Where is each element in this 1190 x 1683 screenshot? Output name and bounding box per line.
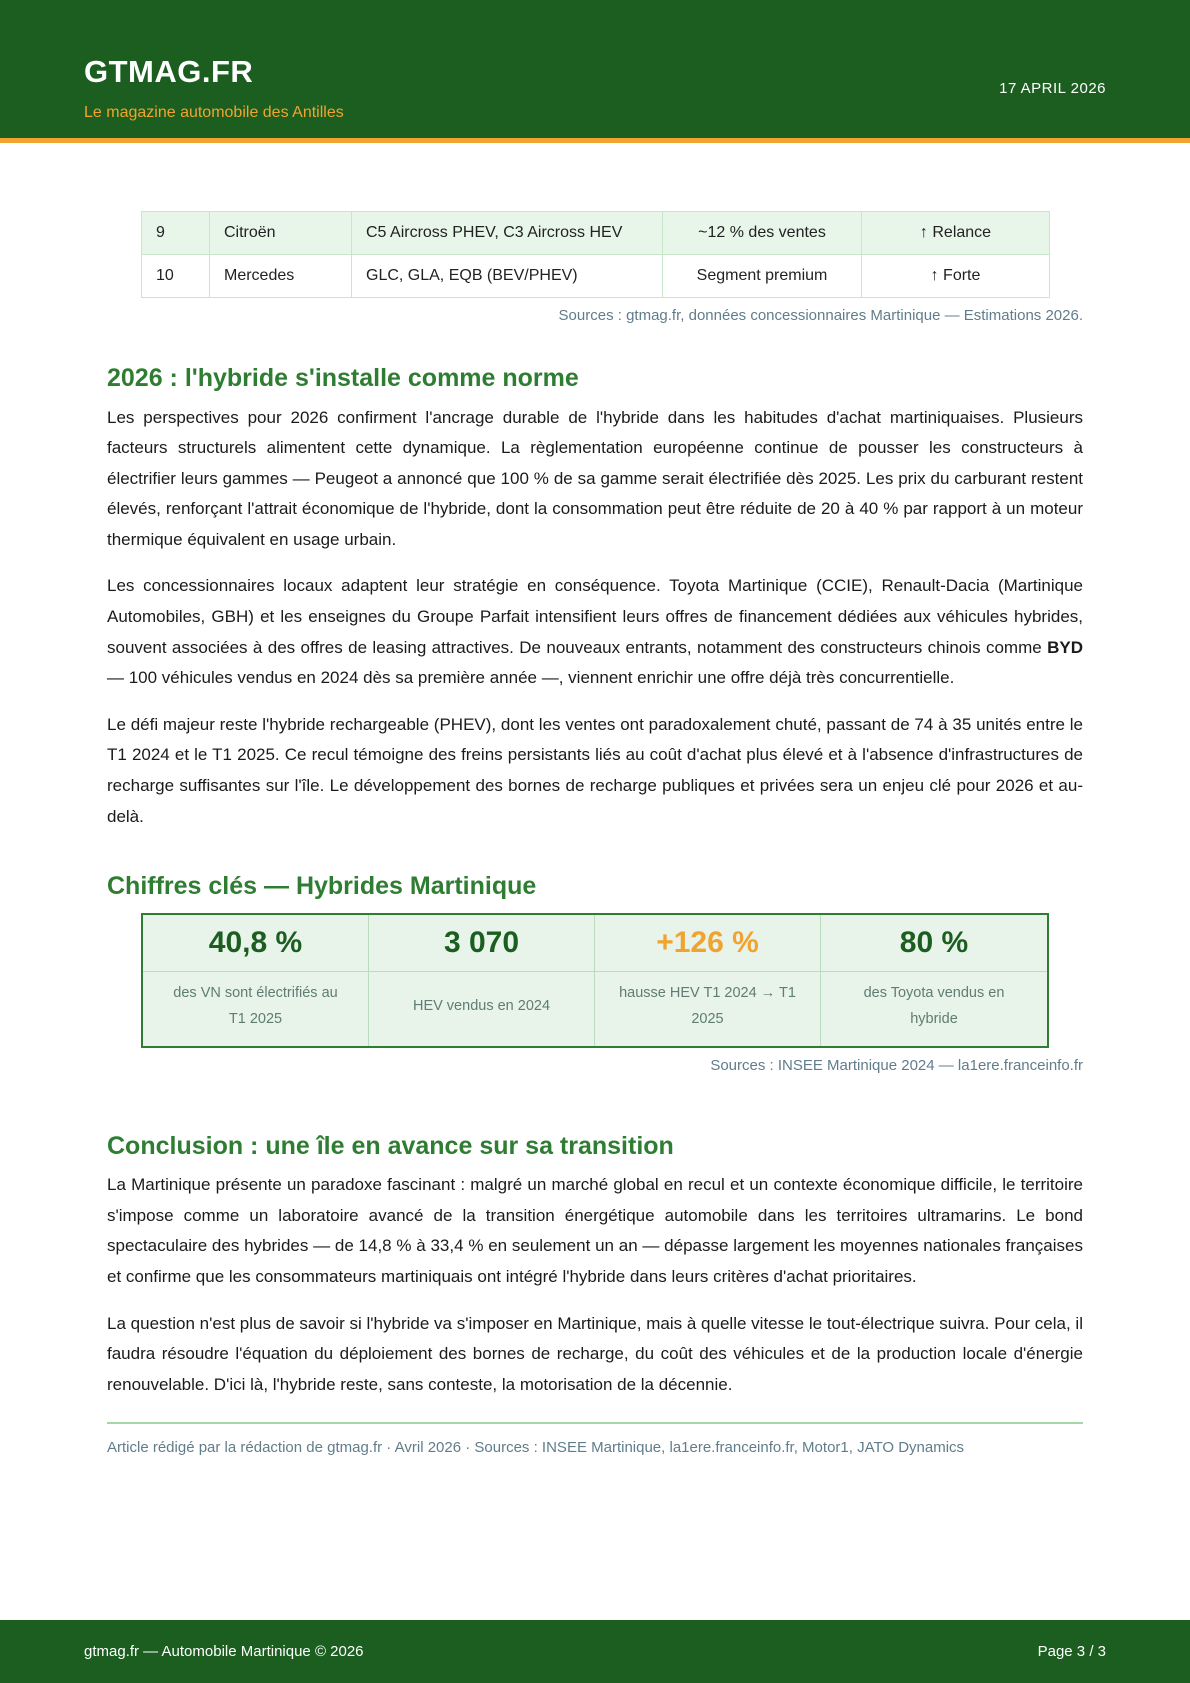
brand-cell: Citroën <box>210 212 352 255</box>
stat-card <box>143 915 369 1046</box>
paragraph-text: Les concessionnaires locaux adaptent leur stratégie en conséquence. Toyota Martinique (CCIE), Renault-Dacia (Martinique Automobiles, GBH) et les enseignes du Groupe Parfait intensifient leurs offres de financement dédiées aux véhicules hybrides, souvent associées à des offres de leasing attractives. De nouveaux entrants, notamment des constructeurs chinois comme <box>107 576 1083 657</box>
table-row <box>142 255 1050 298</box>
trend-cell: ↑ Relance <box>862 212 1050 255</box>
article-credits: Article rédigé par la rédaction de gtmag.fr · Avril 2026 · Sources : INSEE Martinique, la1ere.franceinfo.fr, Motor1, JATO Dynamics <box>107 1439 965 1457</box>
brand-title: GTMAG.FR <box>84 54 254 89</box>
table-source-caption: Sources : gtmag.fr, données concessionnaires Martinique — Estimations 2026. <box>558 307 1083 324</box>
section-title-key-figures: Chiffres clés — Hybrides Martinique <box>107 872 537 901</box>
paragraph: La question n'est plus de savoir si l'hybride va s'imposer en Martinique, mais à quelle vitesse le tout-électrique suivra. Pour cela, il faudra résoudre l'équation du déploiement des bornes de recharge, du coût des véhicules et de la production locale d'énergie renouvelable. D'ici là, l'hybride reste, sans conteste, la motorisation de la décennie. <box>107 1313 1083 1394</box>
stat-value-highlight: +126 % <box>595 915 820 972</box>
stat-card <box>595 915 821 1046</box>
share-cell: ~12 % des ventes <box>663 212 862 255</box>
masthead <box>0 0 1190 143</box>
ranking-table <box>141 211 1050 298</box>
stat-card <box>369 915 595 1046</box>
footer-site-label: gtmag.fr — Automobile Martinique © 2026 <box>84 1643 364 1660</box>
ranking-table-section <box>141 211 1049 298</box>
brand-tagline: Le magazine automobile des Antilles <box>84 104 344 121</box>
stat-card <box>821 915 1047 1046</box>
stat-label: des Toyota vendus en hybride <box>863 985 1005 1027</box>
stat-label: hausse HEV T1 2024 → T1 2025 <box>619 985 796 1027</box>
share-cell: Segment premium <box>663 255 862 298</box>
issue-date: 17 APRIL 2026 <box>999 80 1106 97</box>
table-row <box>142 212 1050 255</box>
section-title-conclusion: Conclusion : une île en avance sur sa transition <box>107 1131 674 1160</box>
stats-source-caption: Sources : INSEE Martinique 2024 — la1ere.franceinfo.fr <box>710 1056 1083 1074</box>
stat-label: des VN sont électrifiés au T1 2025 <box>173 985 338 1027</box>
footer-page-number: Page 3 / 3 <box>1037 1643 1106 1660</box>
stat-label: HEV vendus en 2024 <box>412 998 551 1015</box>
stat-value: 40,8 % <box>143 915 368 972</box>
paragraph: Les perspectives pour 2026 confirment l'ancrage durable de l'hybride dans les habitudes d'achat martiniquaises. Plusieurs facteurs structurels alimentent cette dynamique. La règlementation européenne continue de pousser les constructeurs à électrifier leurs gammes — Peugeot a annoncé que 100 % de sa gamme serait électrifiée dès 2025. Les prix du carburant restent élevés, renforçant l'attrait économique de l'hybride, dont la consommation peut être réduite de 20 à 40 % par rapport à un moteur thermique équivalent en usage urbain. <box>107 407 1083 549</box>
paragraph: La Martinique présente un paradoxe fascinant : malgré un marché global en recul et un contexte économique difficile, le territoire s'impose comme un laboratoire avancé de la transition énergétique automobile dans les territoires ultramarins. Le bond spectaculaire des hybrides — de 14,8 % à 33,4 % en seulement un an — dépasse largement les moyennes nationales françaises et confirme que les consommateurs martiniquais ont intégré l'hybride dans leurs critères d'achat prioritaires. <box>107 1175 1083 1286</box>
article-body <box>107 298 1083 907</box>
trend-cell: ↑ Forte <box>862 255 1050 298</box>
masthead-left <box>84 54 344 122</box>
stat-value: 3 070 <box>369 915 594 972</box>
paragraph <box>107 571 1083 693</box>
bold-term: BYD <box>1047 637 1083 657</box>
rank-cell: 10 <box>142 255 210 298</box>
models-cell: GLC, GLA, EQB (BEV/PHEV) <box>352 255 663 298</box>
section-title-2026: 2026 : l'hybride s'installe comme norme <box>107 364 579 392</box>
models-cell: C5 Aircross PHEV, C3 Aircross HEV <box>352 212 663 255</box>
rank-cell: 9 <box>142 212 210 255</box>
key-figures-box <box>141 913 1049 1048</box>
brand-cell: Mercedes <box>210 255 352 298</box>
paragraph: Le défi majeur reste l'hybride rechargeable (PHEV), dont les ventes ont paradoxalement chuté, passant de 74 à 35 unités entre le T1 2024 et le T1 2025. Ce recul témoigne des freins persistants liés au coût d'achat plus élevé et à l'absence d'infrastructures de recharge suffisantes sur l'île. Le développement des bornes de recharge publiques et privées sera un enjeu clé pour 2026 et au-delà. <box>107 714 1083 826</box>
paragraph-text: — 100 véhicules vendus en 2024 dès sa première année —, viennent enrichir une offre déjà très concurrentielle. <box>107 668 955 688</box>
page-footer <box>0 1620 1190 1683</box>
footer-divider <box>107 1422 1083 1424</box>
stat-value: 80 % <box>821 915 1047 972</box>
article-body-continued <box>107 1048 1083 1457</box>
